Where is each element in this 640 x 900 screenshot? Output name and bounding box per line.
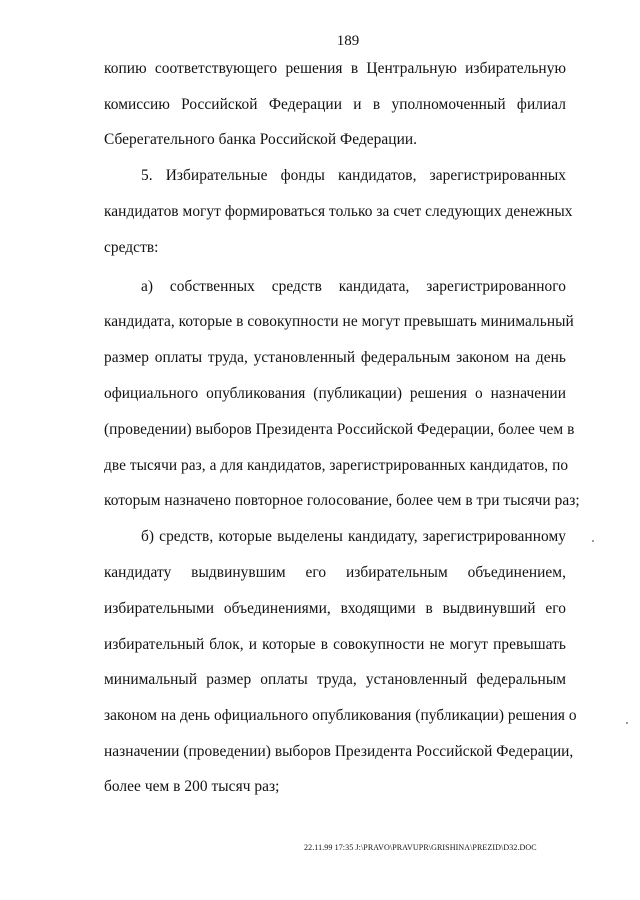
text-line: которым назначено повторное голосование, более чем в три тысячи раз; bbox=[104, 492, 580, 509]
text-line: избирательными объединениями, входящими в выдвинувший его bbox=[104, 600, 566, 617]
text-line: комиссию Российской Федерации и в уполномоченный филиал bbox=[104, 96, 566, 113]
text-line: избирательный блок, и которые в совокупности не могут превышать bbox=[104, 636, 566, 653]
text-line: размер оплаты труда, установленный федеральным законом на день bbox=[104, 349, 566, 366]
paragraph-start-line: 5. Избирательные фонды кандидатов, зарегистрированных bbox=[141, 167, 566, 184]
text-line: Сберегательного банка Российской Федерации. bbox=[104, 131, 418, 148]
list-item-b-start-line: б) средств, которые выделены кандидату, зарегистрированному bbox=[141, 528, 566, 545]
text-line: официального опубликования (публикации) решения о назначении bbox=[104, 385, 566, 402]
text-line: минимальный размер оплаты труда, установленный федеральным bbox=[104, 671, 566, 688]
text-line: кандидата, которые в совокупности не могут превышать минимальный bbox=[104, 313, 574, 330]
text-line: копию соответствующего решения в Центральную избирательную bbox=[104, 60, 566, 77]
text-line: кандидату выдвинувшим его избирательным объединением, bbox=[104, 564, 566, 581]
scan-speck bbox=[592, 540, 594, 542]
list-item-a-start-line: а) собственных средств кандидата, зарегистрированного bbox=[141, 278, 566, 295]
scan-speck bbox=[626, 722, 628, 724]
text-line: две тысячи раз, а для кандидатов, зарегистрированных кандидатов, по bbox=[104, 457, 569, 474]
page-number: 189 bbox=[336, 33, 360, 49]
text-line: (проведении) выборов Президента Российской Федерации, более чем в bbox=[104, 421, 575, 438]
text-line: кандидатов могут формироваться только за счет следующих денежных bbox=[104, 203, 573, 220]
text-line: законом на день официального опубликования (публикации) решения о bbox=[104, 707, 577, 724]
text-line: более чем в 200 тысяч раз; bbox=[104, 778, 280, 795]
text-line: назначении (проведении) выборов Президента Российской Федерации, bbox=[104, 743, 574, 760]
text-line: средств: bbox=[104, 239, 159, 256]
file-path-footer: 22.11.99 17:35 J:\PRAVO\PRAVUPR\GRISHINA\PREZID\D32.DOC bbox=[304, 843, 537, 852]
